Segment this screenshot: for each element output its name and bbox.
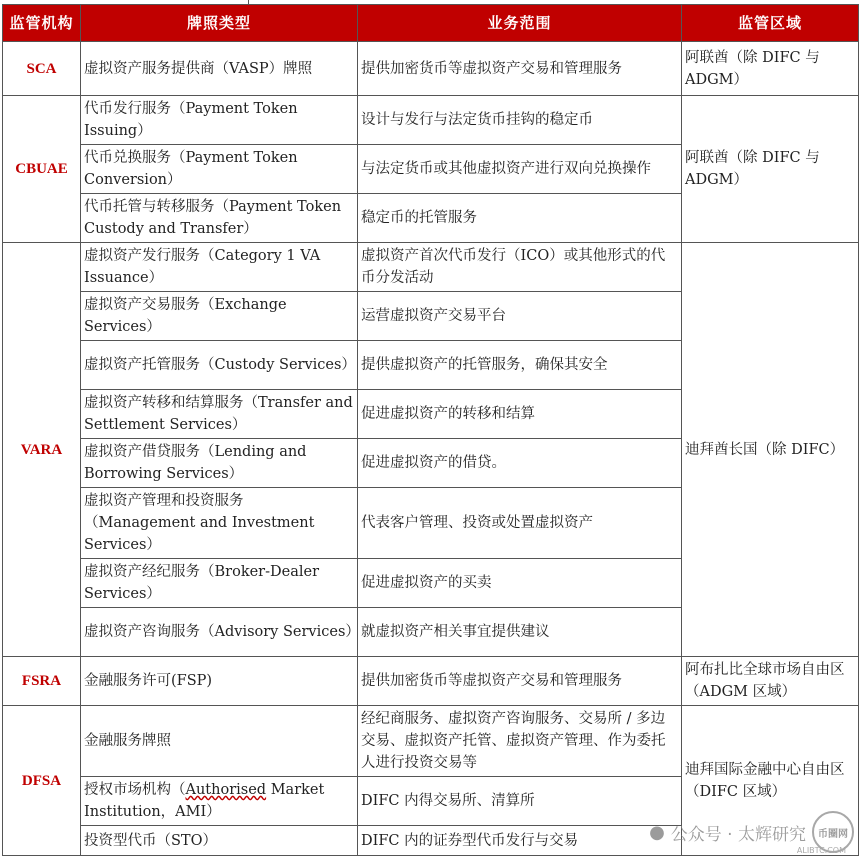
scope-cell: 设计与发行与法定货币挂钩的稳定币	[358, 96, 682, 145]
regulator-cbuae: CBUAE	[3, 96, 81, 243]
regulator-fsra: FSRA	[3, 657, 81, 706]
region-cell: 阿布扎比全球市场自由区（ADGM 区域）	[682, 657, 859, 706]
license-cell: 代币发行服务（Payment Token Issuing）	[81, 96, 358, 145]
license-cell: 虚拟资产管理和投资服务（Management and Investment Services）	[81, 488, 358, 559]
scope-cell: DIFC 内得交易所、清算所	[358, 777, 682, 826]
table-row	[3, 42, 859, 96]
license-cell	[81, 777, 358, 826]
scope-cell: DIFC 内的证券型代币发行与交易	[358, 826, 682, 856]
license-text-pre: 授权市场机构（	[84, 782, 186, 798]
scope-cell: 代表客户管理、投资或处置虚拟资产	[358, 488, 682, 559]
scope-cell: 经纪商服务、虚拟资产咨询服务、交易所 / 多边交易、虚拟资产托管、虚拟资产管理、作为委托人进行投资交易等	[358, 706, 682, 777]
brand-logo-text: 币圈网	[818, 828, 848, 840]
license-cell: 虚拟资产服务提供商（VASP）牌照	[81, 42, 358, 96]
scope-cell: 虚拟资产首次代币发行（ICO）或其他形式的代币分发活动	[358, 243, 682, 292]
scope-cell: 提供加密货币等虚拟资产交易和管理服务	[358, 657, 682, 706]
region-cell: 迪拜国际金融中心自由区（DIFC 区域）	[682, 706, 859, 856]
scope-cell: 提供虚拟资产的托管服务，确保其安全	[358, 341, 682, 390]
spellcheck-underlined-word: Authorised	[185, 782, 267, 798]
scope-cell: 就虚拟资产相关事宜提供建议	[358, 608, 682, 657]
regulator-dfsa: DFSA	[3, 706, 81, 856]
license-cell: 虚拟资产借贷服务（Lending and Borrowing Services）	[81, 439, 358, 488]
table-row	[3, 706, 859, 777]
license-cell: 金融服务许可(FSP)	[81, 657, 358, 706]
scope-cell: 促进虚拟资产的转移和结算	[358, 390, 682, 439]
wechat-icon: ●	[649, 821, 665, 843]
license-text-post: Market Institution，AMI）	[84, 782, 325, 820]
scope-cell: 稳定币的托管服务	[358, 194, 682, 243]
regulator-sca: SCA	[3, 42, 81, 96]
scope-cell: 与法定货币或其他虚拟资产进行双向兑换操作	[358, 145, 682, 194]
license-cell: 虚拟资产经纪服务（Broker-Dealer Services）	[81, 559, 358, 608]
watermark-text: 公众号 · 太辉研究	[670, 824, 806, 845]
scope-cell: 促进虚拟资产的买卖	[358, 559, 682, 608]
header-row	[3, 5, 859, 42]
header-license-type: 牌照类型	[81, 5, 358, 42]
table-row	[3, 96, 859, 145]
table-row	[3, 657, 859, 706]
license-cell: 代币兑换服务（Payment Token Conversion）	[81, 145, 358, 194]
license-cell: 虚拟资产转移和结算服务（Transfer and Settlement Services）	[81, 390, 358, 439]
license-cell: 虚拟资产咨询服务（Advisory Services）	[81, 608, 358, 657]
region-cell: 迪拜酋长国（除 DIFC）	[682, 243, 859, 657]
license-cell: 投资型代币（STO）	[81, 826, 358, 856]
license-cell: 虚拟资产发行服务（Category 1 VA Issuance）	[81, 243, 358, 292]
scope-cell: 运营虚拟资产交易平台	[358, 292, 682, 341]
license-cell: 虚拟资产交易服务（Exchange Services）	[81, 292, 358, 341]
scope-cell: 促进虚拟资产的借贷。	[358, 439, 682, 488]
scope-cell: 提供加密货币等虚拟资产交易和管理服务	[358, 42, 682, 96]
table-row	[3, 243, 859, 292]
region-cell: 阿联酋（除 DIFC 与 ADGM）	[682, 96, 859, 243]
header-region: 监管区域	[682, 5, 859, 42]
license-cell: 金融服务牌照	[81, 706, 358, 777]
license-cell: 虚拟资产托管服务（Custody Services）	[81, 341, 358, 390]
watermark	[649, 811, 854, 853]
license-table	[2, 4, 859, 856]
license-cell: 代币托管与转移服务（Payment Token Custody and Transfer）	[81, 194, 358, 243]
header-business-scope: 业务范围	[358, 5, 682, 42]
header-regulator: 监管机构	[3, 5, 81, 42]
region-cell: 阿联酋（除 DIFC 与 ADGM）	[682, 42, 859, 96]
watermark-domain: ALIBTC.COM	[796, 846, 846, 855]
regulator-vara: VARA	[3, 243, 81, 657]
